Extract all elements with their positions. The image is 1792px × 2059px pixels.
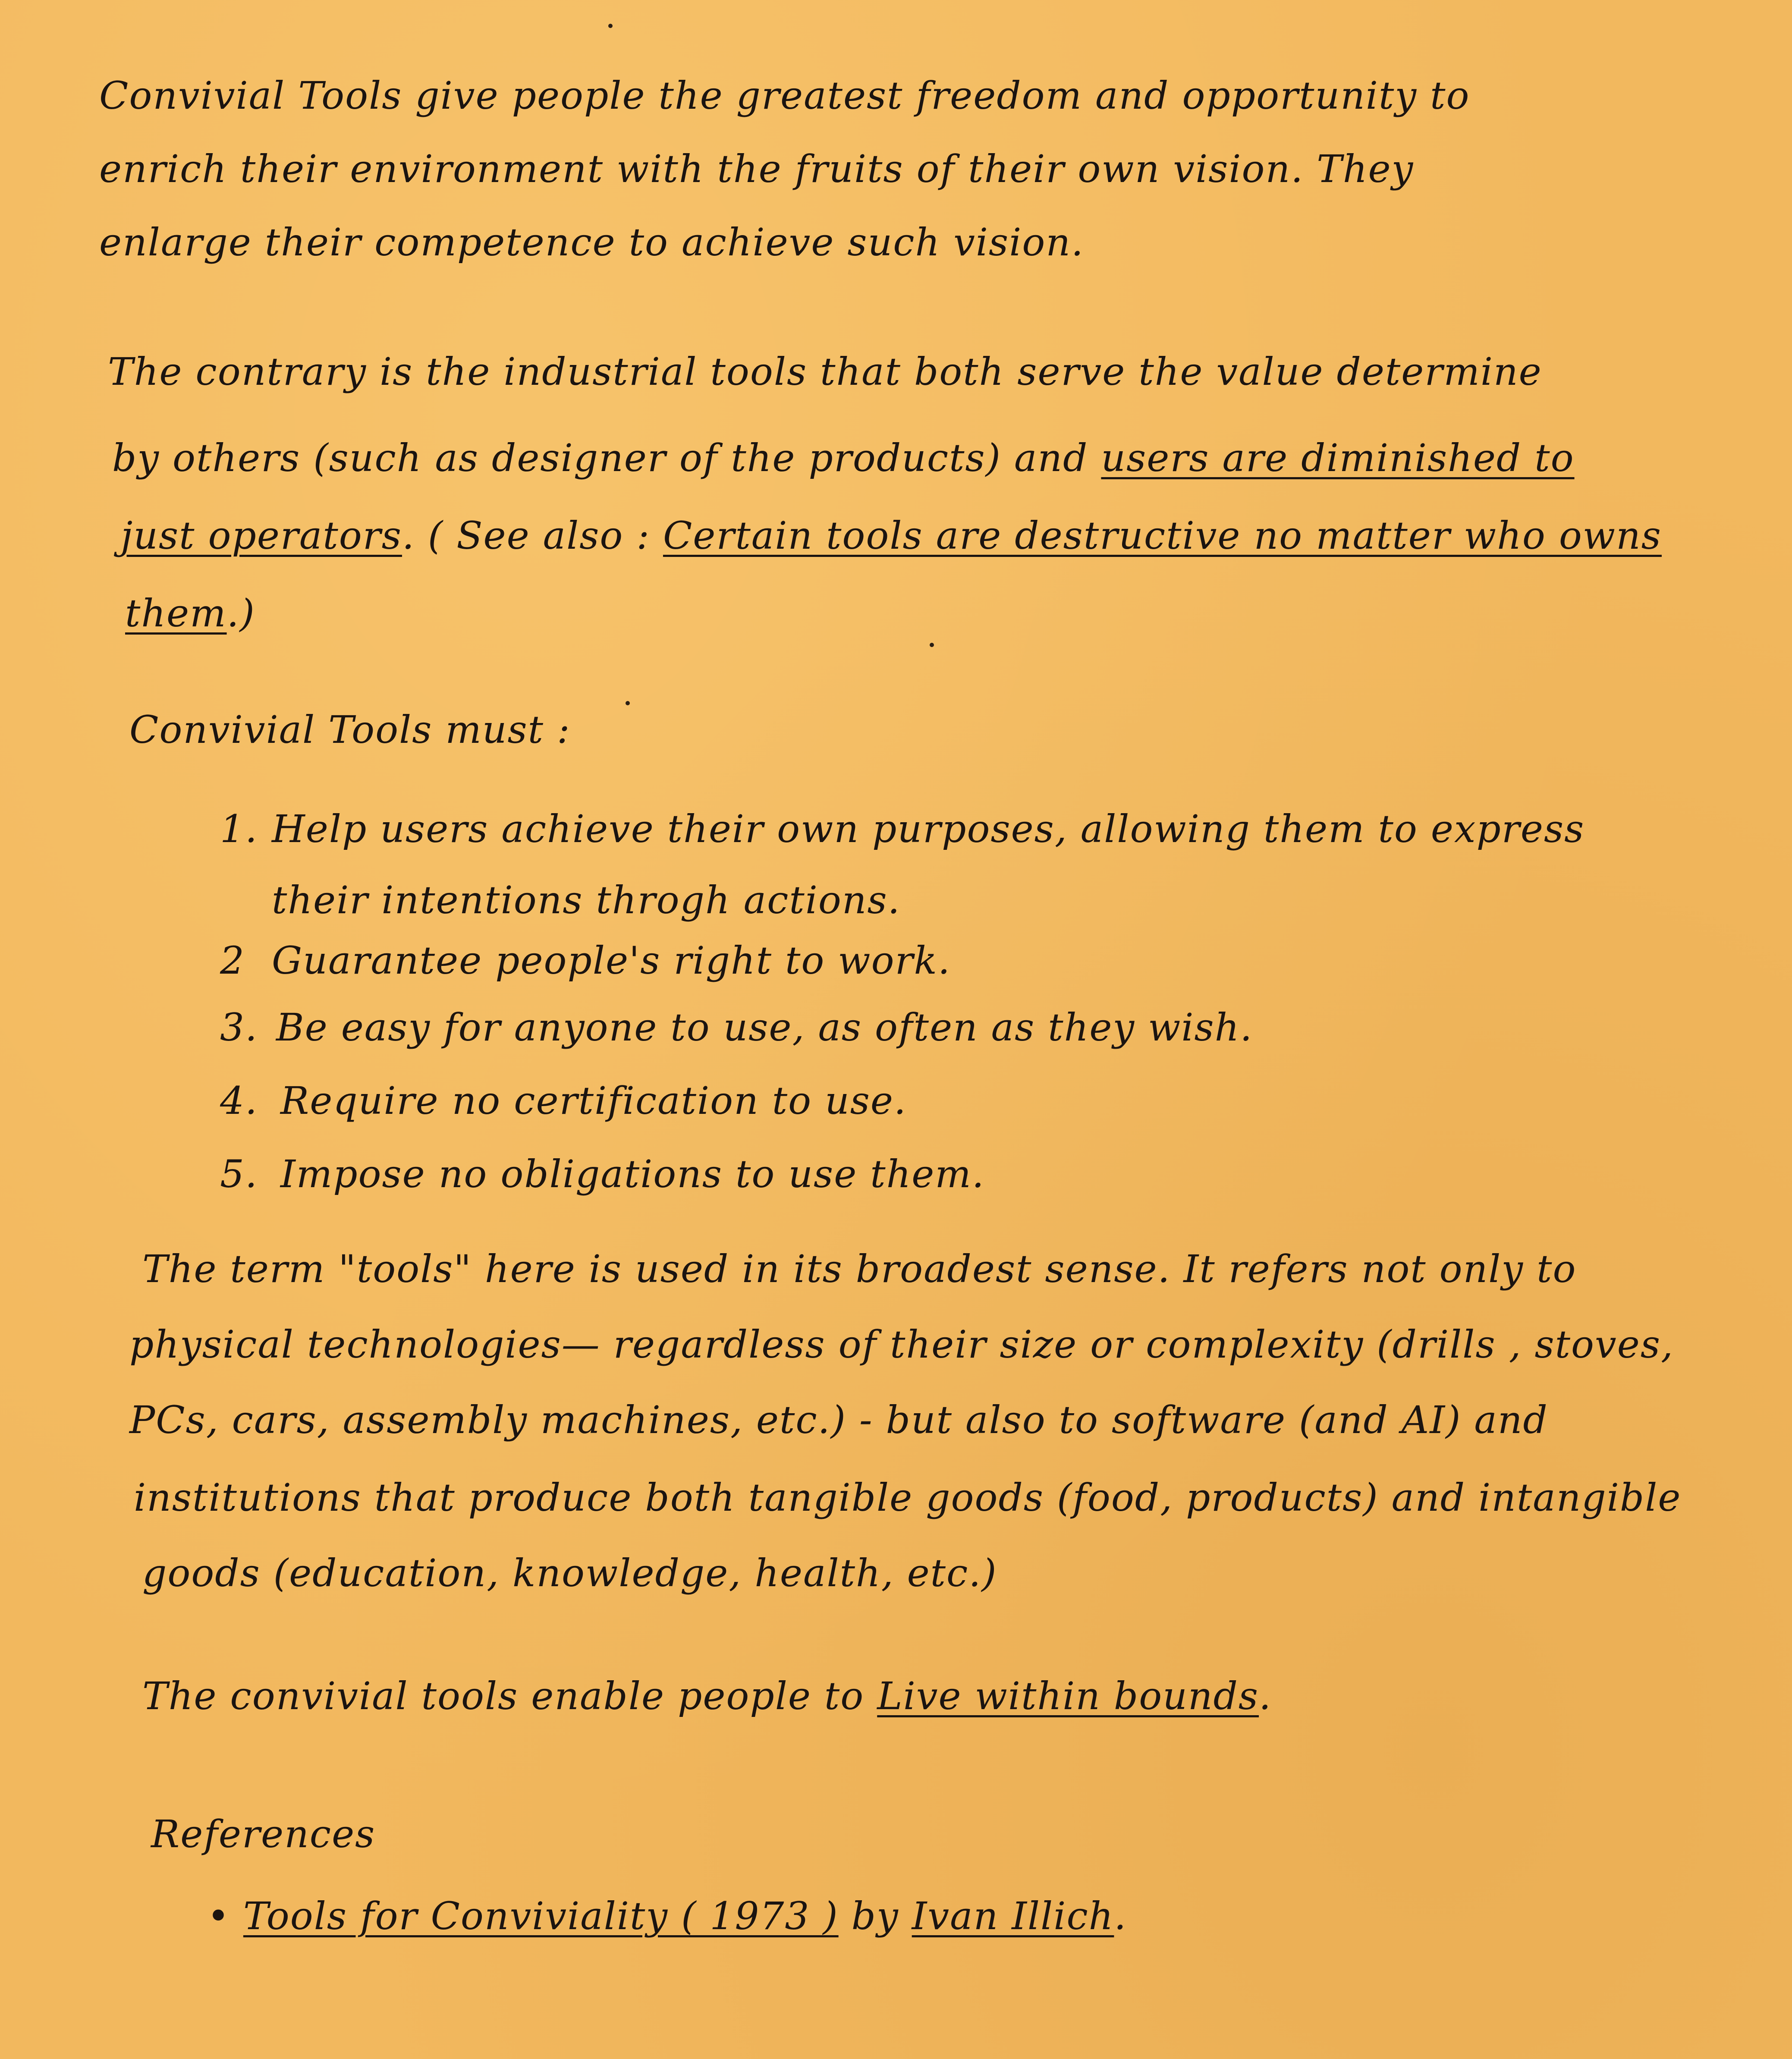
paragraph-1-line-3: enlarge their competence to achieve such vision. xyxy=(99,220,1084,264)
paragraph-1-line-1: Convivial Tools give people the greatest freedom and opportunity to xyxy=(99,73,1470,118)
underlined-phrase-live-within-bounds: Live within bounds xyxy=(877,1674,1259,1718)
paragraph-3-line-1: The term "tools" here is used in its broadest sense. It refers not only to xyxy=(142,1247,1577,1291)
paragraph-4-text: The convivial tools enable people to xyxy=(142,1674,877,1718)
reference-author: Ivan Illich xyxy=(912,1894,1114,1938)
paragraph-2-line-4-end: .) xyxy=(226,591,255,635)
must-item-1-line-1: Help users achieve their own purposes, allowing them to express xyxy=(272,807,1585,851)
paragraph-2-line-3 xyxy=(121,513,1662,558)
must-item-1-number: 1. xyxy=(220,807,258,851)
underlined-phrase-users-diminished: users are diminished to xyxy=(1101,436,1575,480)
ink-speck xyxy=(626,701,630,705)
must-item-5-number: 5. xyxy=(220,1152,258,1196)
reference-item xyxy=(207,1894,1127,1938)
reference-title: Tools for Conviviality ( 1973 ) xyxy=(243,1894,839,1938)
reference-end: . xyxy=(1114,1894,1127,1938)
paragraph-3-line-5: goods (education, knowledge, health, etc.) xyxy=(142,1551,997,1595)
paragraph-2-line-2 xyxy=(112,436,1575,480)
must-item-2-line-1: Guarantee people's right to work. xyxy=(272,938,951,983)
underlined-phrase-just-operators: just operators xyxy=(121,513,402,558)
must-item-3-number: 3. xyxy=(220,1005,258,1050)
paragraph-3-line-3: PCs, cars, assembly machines, etc.) - but also to software (and AI) and xyxy=(129,1398,1548,1442)
underlined-phrase-certain-tools: Certain tools are destructive no matter who owns xyxy=(663,513,1662,558)
must-item-4-number: 4. xyxy=(220,1078,258,1123)
paragraph-2-line-4 xyxy=(125,591,255,635)
paragraph-3-line-4: institutions that produce both tangible goods (food, products) and intangible xyxy=(134,1475,1682,1520)
must-item-2-number: 2 xyxy=(220,938,245,983)
paragraph-4 xyxy=(142,1674,1272,1718)
reference-bullet: • xyxy=(207,1894,230,1938)
must-item-4-line-1: Require no certification to use. xyxy=(280,1078,907,1123)
paragraph-3-line-2: physical technologies— regardless of their size or complexity (drills , stoves, xyxy=(129,1322,1674,1367)
must-heading: Convivial Tools must : xyxy=(129,707,571,752)
ink-speck xyxy=(608,24,613,28)
paragraph-2-line-2-text: by others (such as designer of the products) and xyxy=(112,436,1101,480)
underlined-word-them: them xyxy=(125,591,227,635)
ink-speck xyxy=(930,643,934,647)
see-also-text: . ( See also : xyxy=(402,513,663,558)
paragraph-2-line-1: The contrary is the industrial tools that both serve the value determine xyxy=(108,349,1542,394)
references-heading: References xyxy=(151,1812,376,1856)
must-item-1-line-2: their intentions throgh actions. xyxy=(272,878,901,922)
reference-by: by xyxy=(838,1894,912,1938)
must-item-3-line-1: Be easy for anyone to use, as often as they wish. xyxy=(276,1005,1253,1050)
paragraph-1-line-2: enrich their environment with the fruits of their own vision. They xyxy=(99,147,1414,191)
must-item-5-line-1: Impose no obligations to use them. xyxy=(280,1152,985,1196)
paragraph-4-end: . xyxy=(1259,1674,1272,1718)
